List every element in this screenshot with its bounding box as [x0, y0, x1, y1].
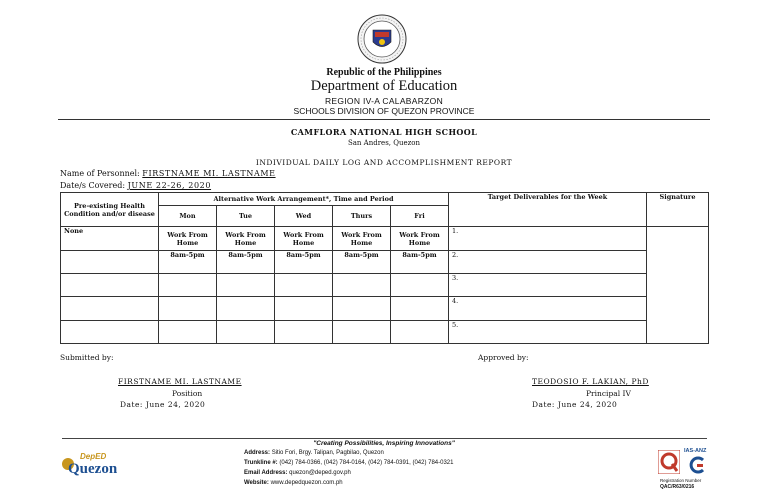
empty-cell	[391, 297, 449, 321]
deped-seal-logo	[357, 14, 407, 64]
deped-logo-text: Quezon	[68, 461, 118, 477]
approved-date: Date: June 24, 2020	[532, 400, 618, 409]
approved-name: TEODOSIO F. LAKIAN, PhD	[532, 377, 649, 386]
arrangement-cell: Work From Home	[333, 227, 391, 251]
submitted-by-label: Submitted by:	[60, 353, 114, 362]
dates-covered-line	[60, 181, 211, 190]
header-day: Thurs	[333, 206, 391, 227]
time-cell: 8am-5pm	[275, 251, 333, 274]
arrangement-cell: Work From Home	[391, 227, 449, 251]
division-heading: SCHOOLS DIVISION OF QUEZON PROVINCE	[293, 106, 475, 116]
header-divider	[58, 119, 710, 120]
submitted-position: Position	[172, 389, 203, 398]
submitted-name: FIRSTNAME MI. LASTNAME	[118, 377, 242, 386]
header-day: Mon	[159, 206, 217, 227]
footer-address-label: Address:	[244, 450, 271, 456]
header-target-deliverables: Target Deliverables for the Week	[449, 193, 647, 227]
header-work-arrangement: Alternative Work Arrangement*, Time and Period	[159, 193, 449, 206]
header-health-condition: Pre-existing Health Condition and/or disease	[61, 193, 159, 227]
footer-email-line	[244, 470, 351, 476]
footer-address: Sitio Fori, Brgy. Talipan, Pagbilao, Quezon	[271, 450, 384, 456]
footer-email: quezon@deped.gov.ph	[289, 470, 351, 476]
health-condition-cell	[61, 274, 159, 297]
header-signature: Signature	[647, 193, 709, 227]
empty-cell	[391, 274, 449, 297]
submitted-date: Date: June 24, 2020	[120, 400, 206, 409]
time-cell: 8am-5pm	[159, 251, 217, 274]
footer-divider	[62, 438, 707, 439]
time-cell: 8am-5pm	[333, 251, 391, 274]
empty-cell	[275, 297, 333, 321]
empty-cell	[159, 274, 217, 297]
ias-anz-text: IAS-ANZ	[684, 448, 707, 454]
footer-website-label: Website:	[244, 480, 269, 486]
deliverable-cell: 3.	[449, 274, 647, 297]
registration-number: QAC/R63/0216	[660, 484, 695, 490]
approved-by-label: Approved by:	[478, 353, 529, 362]
dates-covered-label: Date/s Covered:	[60, 181, 126, 190]
empty-cell	[333, 321, 391, 344]
time-cell: 8am-5pm	[217, 251, 275, 274]
ias-anz-icon	[688, 456, 706, 474]
footer-address-line	[244, 450, 384, 456]
header-day: Wed	[275, 206, 333, 227]
empty-cell	[333, 274, 391, 297]
deped-logo-small-text: DepED	[80, 452, 107, 461]
deliverable-cell: 1.	[449, 227, 647, 251]
school-name: CAMFLORA NATIONAL HIGH SCHOOL	[290, 127, 478, 137]
health-condition-cell	[61, 321, 159, 344]
certification-logo	[658, 448, 713, 493]
empty-cell	[275, 274, 333, 297]
deliverable-cell: 4.	[449, 297, 647, 321]
dates-covered-value: JUNE 22-26, 2020	[127, 181, 212, 190]
q-mark-icon	[658, 450, 680, 474]
health-condition-cell: None	[61, 227, 159, 251]
header-day: Tue	[217, 206, 275, 227]
signature-cell	[647, 227, 709, 344]
empty-cell	[217, 297, 275, 321]
region-heading: REGION IV-A CALABARZON	[324, 96, 444, 106]
header-day: Fri	[391, 206, 449, 227]
empty-cell	[159, 321, 217, 344]
arrangement-cell: Work From Home	[217, 227, 275, 251]
deped-quezon-logo	[62, 452, 122, 488]
footer-slogan: "Creating Possibilities, Inspiring Innovations"	[313, 440, 455, 447]
personnel-name-line	[60, 169, 276, 178]
footer-email-label: Email Address:	[244, 470, 288, 476]
footer-website: www.depedquezon.com.ph	[270, 480, 343, 486]
school-address: San Andres, Quezon	[347, 139, 421, 147]
approved-position: Principal IV	[586, 389, 631, 398]
personnel-name-label: Name of Personnel:	[60, 169, 140, 178]
empty-cell	[159, 297, 217, 321]
footer-trunkline-line	[244, 460, 453, 466]
footer-website-line	[244, 480, 343, 486]
arrangement-cell: Work From Home	[275, 227, 333, 251]
deliverable-cell: 2.	[449, 251, 647, 274]
arrangement-cell: Work From Home	[159, 227, 217, 251]
report-title: INDIVIDUAL DAILY LOG AND ACCOMPLISHMENT REPORT	[255, 158, 513, 167]
footer-trunkline-label: Trunkline #:	[244, 460, 278, 466]
footer-trunkline: (042) 784-0366, (042) 784-0164, (042) 784-0391, (042) 784-0321	[279, 460, 454, 466]
empty-cell	[217, 274, 275, 297]
health-condition-cell	[61, 251, 159, 274]
time-cell: 8am-5pm	[391, 251, 449, 274]
health-condition-cell	[61, 297, 159, 321]
personnel-name-value: FIRSTNAME MI. LASTNAME	[142, 169, 276, 178]
empty-cell	[333, 297, 391, 321]
empty-cell	[275, 321, 333, 344]
department-heading: Department of Education	[310, 78, 458, 94]
deliverable-cell: 5.	[449, 321, 647, 344]
empty-cell	[217, 321, 275, 344]
registration-label: Registration Number	[660, 478, 702, 483]
daily-log-table	[60, 192, 709, 344]
empty-cell	[391, 321, 449, 344]
republic-heading: Republic of the Philippines	[326, 67, 442, 78]
